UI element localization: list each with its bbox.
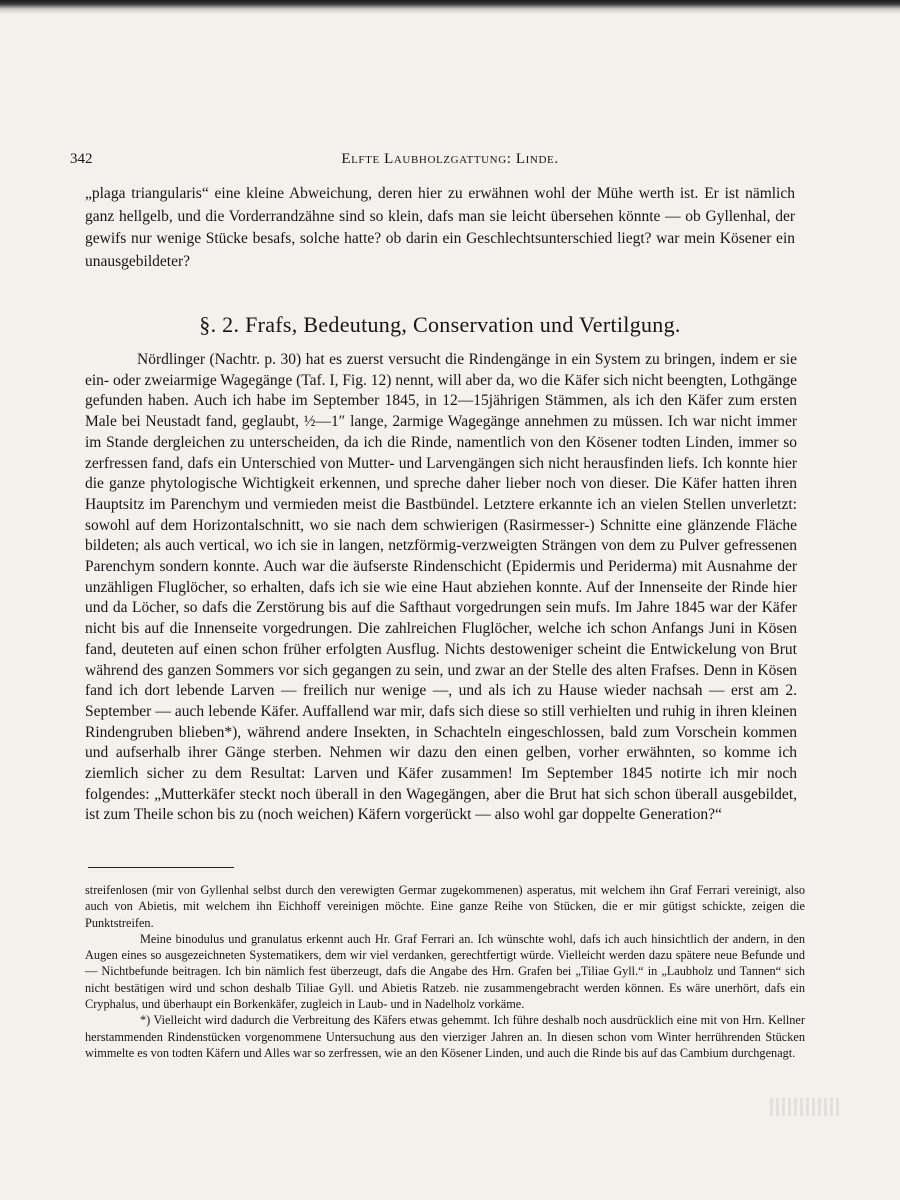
scan-edge: [0, 0, 900, 14]
footnote-divider: [88, 867, 234, 868]
footnote-asterisk: *) Vielleicht wird dadurch die Verbreitung des Käfers etwas gehemmt. Ich führe deshalb noch ausdrücklich eine mit von Hrn. Kellner herstammenden Rindenstücken vorgenommene Untersuchung aus den vierziger Jahren an. In diesen schon vom Winter herrührenden Stücken wimmelte es von todten Käfern und Alles war so zerfressen, wie an den Kösener Linden, und auch die Rinde bis auf das Cambium durchgenagt.: [85, 1013, 805, 1060]
bleed-through-mark: [770, 1098, 840, 1116]
footnote-paragraph: Meine binodulus und granulatus erkennt auch Hr. Graf Ferrari an. Ich wünschte wohl, dafs ich auch hinsichtlich der andern, in den Augen eines so ausgezeichneten Systematikers, dem wir viel verdanken, gerechtfertigt würde. Vielleicht werden dazu spätere neue Befunde und — Nichtbefunde beitragen. Ich bin nämlich fest überzeugt, dafs die Angabe des Hrn. Grafen bei „Tiliae Gyll.“ in „Laubholz und Tannen“ sich nicht bestätigen wird und schon deshalb Tiliae Gyll. und Abietis Ratzeb. nie zusammengebracht werden können. Es wäre unerhört, dafs ein Cryphalus, und überhaupt ein Borkenkäfer, zugleich in Laub- und in Nadelholz vorkäme.: [85, 931, 805, 1012]
page-number: 342: [70, 151, 93, 167]
footnotes: [85, 882, 805, 1061]
section-title: §. 2. Frafs, Bedeutung, Conservation und Vertilgung.: [199, 312, 681, 337]
main-paragraph: Nördlinger (Nachtr. p. 30) hat es zuerst versucht die Rindengänge in ein System zu bringen, indem er sie ein- oder zweiarmige Wagegänge (Taf. I, Fig. 12) nennt, will aber da, wo die Käfer sich nicht beengten, Lothgänge gefunden haben. Auch ich habe im September 1845, in 12—15jährigen Stämmen, als ich den Käfer zum ersten Male bei Neustadt fand, geglaubt, ½—1″ lange, 2armige Wagegänge annehmen zu müssen. Ich war nicht immer im Stande dergleichen zu unterscheiden, da ich die Rinde, namentlich von den Kösener todten Linden, immer so zerfressen fand, dafs ein Unterschied von Mutter- und Larvengängen sich nicht herausfinden liefs. Ich konnte hier die ganze phytologische Wichtigkeit erkennen, und spreche daher lieber noch von dieser. Die Käfer hatten ihren Hauptsitz im Parenchym und vermieden meist die Bastbündel. Letztere erkannte ich an vielen Stellen unverletzt: sowohl auf dem Horizontalschnitt, wo sie nach dem schwierigen (Rasirmesser-) Schnitte eine glänzende Fläche bildeten; als auch vertical, wo ich sie in langen, netzförmig-verzweigten Strängen von dem zu Pulver gefressenen Parenchym sondern konnte. Auch war die äufserste Rindenschicht (Epidermis und Periderma) mit Ausnahme der unzähligen Fluglöcher, so erhalten, dafs ich sie wie eine Haut abziehen konnte. Auf der Innenseite der Rinde hier und da Löcher, so dafs die Zerstörung bis auf die Safthaut vorgedrungen sein mufs. Im Jahre 1845 war der Käfer nicht bis auf die Innenseite vorgedrungen. Die zahlreichen Fluglöcher, welche ich schon Anfangs Juni in Kösen fand, deuteten auf einen schon früher erfolgten Ausflug. Nichts destoweniger scheint die Entwickelung von Brut während des ganzen Sommers vor sich gegangen zu sein, und zwar an der Stelle des alten Frafses. Denn in Kösen fand ich dort lebende Larven — freilich nur wenige —, und als ich zu Hause wieder nachsah — erst am 2. September — auch lebende Käfer. Auffallend war mir, dafs sich diese so still verhielten und ruhig in ihren kleinen Rindengruben blieben*), während andere Insekten, in Schachteln eingeschlossen, bald zum Vorschein kommen und aufserhalb ihrer Gänge sterben. Nehmen wir dazu den einen gelben, vorher erwähnten, so komme ich ziemlich sicher zu dem Resultat: Larven und Käfer zusammen! Im September 1845 notirte ich mir noch folgendes: „Mutterkäfer steckt noch überall in den Wagegängen, aber die Brut hat sich schon überall ausgebildet, ist zum Theile schon bis zu (noch weichen) Käfern vorgerückt — also wohl gar doppelte Generation?“: [85, 351, 797, 824]
running-title: Elfte Laubholzgattung: Linde.: [341, 151, 559, 167]
footnote-continuation: streifenlosen (mir von Gyllenhal selbst durch den verewigten Germar zugekommenen) asperatus, mit welchem ihn Graf Ferrari vereinigt, also auch von Abietis, mit welchem ihn Eichhoff vereinigen möchte. Eine ganze Reihe von Stücken, die er mir gütigst schickte, zeigen die Punktstreifen.: [85, 883, 805, 930]
continued-paragraph: „plaga triangularis“ eine kleine Abweichung, deren hier zu erwähnen wohl der Mühe werth ist. Er ist nämlich ganz hellgelb, und die Vorderrandzähne sind so klein, dafs man sie leicht übersehen könnte — ob Gyllenhal, der gewifs nur wenige Stücke besafs, solche hatte? ob darin ein Geschlechtsunterschied liegt? war mein Kösener ein unausgebildeter?: [85, 185, 795, 270]
page-header: [70, 151, 830, 171]
